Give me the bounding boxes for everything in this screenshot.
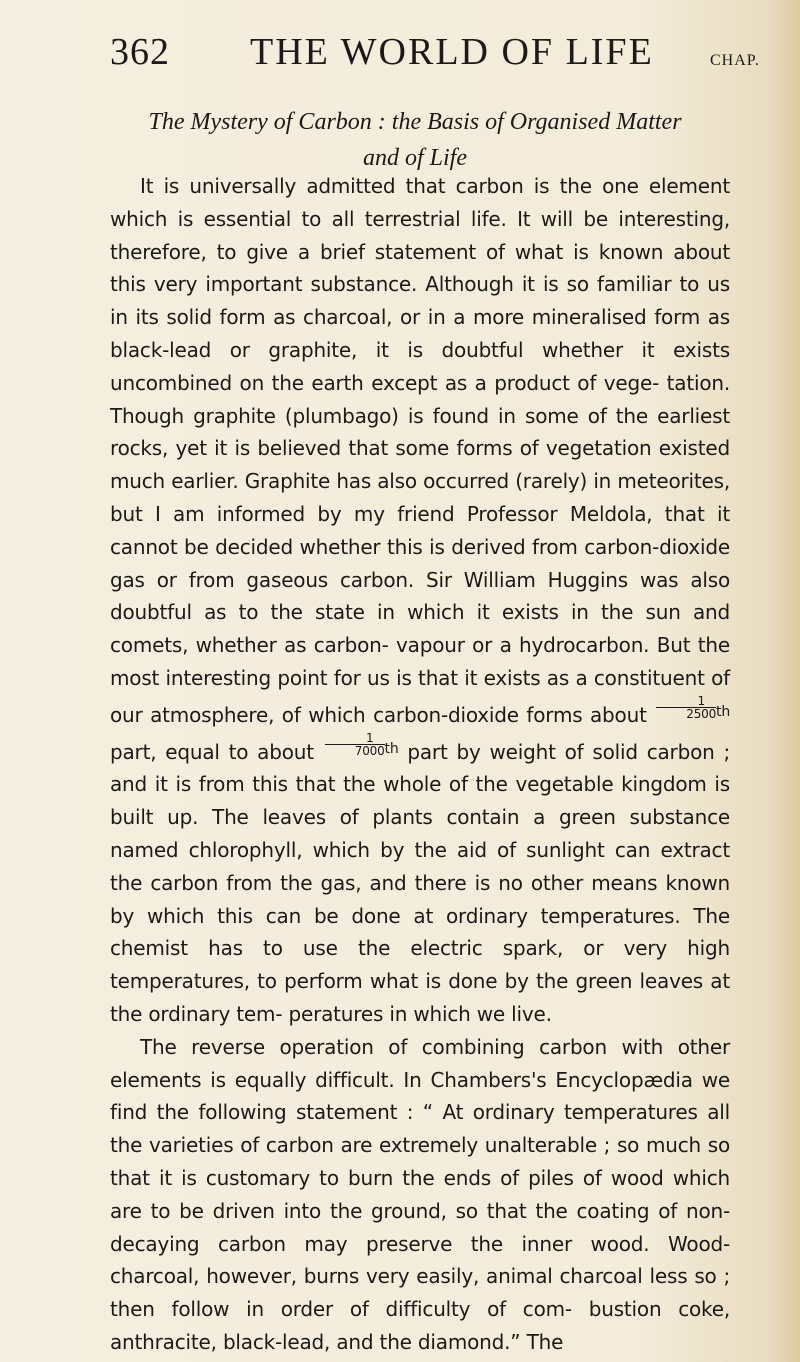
- fraction-numerator: 1: [365, 730, 374, 745]
- ordinal-suffix: th: [384, 740, 399, 757]
- paragraph-1-part2: part, equal to about: [110, 739, 314, 764]
- fraction-denominator: 2500: [656, 707, 716, 720]
- ordinal-suffix: th: [716, 703, 730, 720]
- paragraph-1-part3: part by weight of solid carbon ; and it is from this that the whole of the vegetable kingdom is built up. The leaves of plants contain a green substance named chlorophyll, which by the aid of sunlight can extract the carbon from the gas, and there is no other means known by which this can be done at ordinary temperatures. The chemist has to use the electric spark, or very high temperatures, to perform what is done by the green leaves at the ordinary tem- peratures in which we live.: [110, 739, 730, 1026]
- paragraph-1-part1: It is universally admitted that carbon is the one element which is essential to all terrestrial life. It will be interesting, therefore, to give a brief statement of what is known about this very important substance. Although it is so familiar to us in its solid form as charcoal, or in a more mineralised form as black-lead or graphite, it is doubtful whether it exists uncombined on the earth except as a product of vege- tation. Though graphite (plumbago) is found in some of the earliest rocks, yet it is believed that some forms of vegetation existed much earlier. Graphite has also occurred (rarely) in meteorites, but I am informed by my friend Professor Meldola, that it cannot be decided whether this is derived from carbon-dioxide gas or from gaseous carbon. Sir William Huggins was also doubtful as to the state in which it exists in the sun and comets, whether as carbon- vapour or a hydrocarbon. But the most interesting point for us is that it exists as a constituent of our atmosphere, of which carbon-dioxide forms about: [110, 174, 730, 727]
- page-header: [110, 30, 760, 80]
- paragraph-1: [110, 170, 730, 1031]
- section-title-line2: and of Life: [362, 145, 467, 171]
- fraction-one-7000th: [325, 732, 385, 757]
- fraction-numerator: 1: [697, 693, 705, 708]
- body-text: [110, 170, 730, 1359]
- fraction-one-2500th: [656, 695, 716, 720]
- paragraph-2: The reverse operation of combining carbon with other elements is equally difficult. In Chambers's Encyclopædia we find the following statement : “ At ordinary temperatures all the varieties of carbon are extremely unalterable ; so much so that it is customary to burn the ends of piles of wood which are to be driven into the ground, so that the coating of non-decaying carbon may preserve the inner wood. Wood-charcoal, however, burns very easily, animal charcoal less so ; then follow in order of difficulty of com- bustion coke, anthracite, black-lead, and the diamond.” The: [110, 1034, 730, 1354]
- page-number: 362: [110, 31, 170, 73]
- section-title-line1: The Mystery of Carbon : the Basis of Organised Matter: [148, 109, 682, 135]
- fraction-denominator: 7000: [325, 744, 385, 757]
- running-head: THE WORLD OF LIFE: [250, 31, 654, 73]
- chapter-mark: CHAP.: [710, 52, 760, 69]
- section-title: [110, 104, 720, 176]
